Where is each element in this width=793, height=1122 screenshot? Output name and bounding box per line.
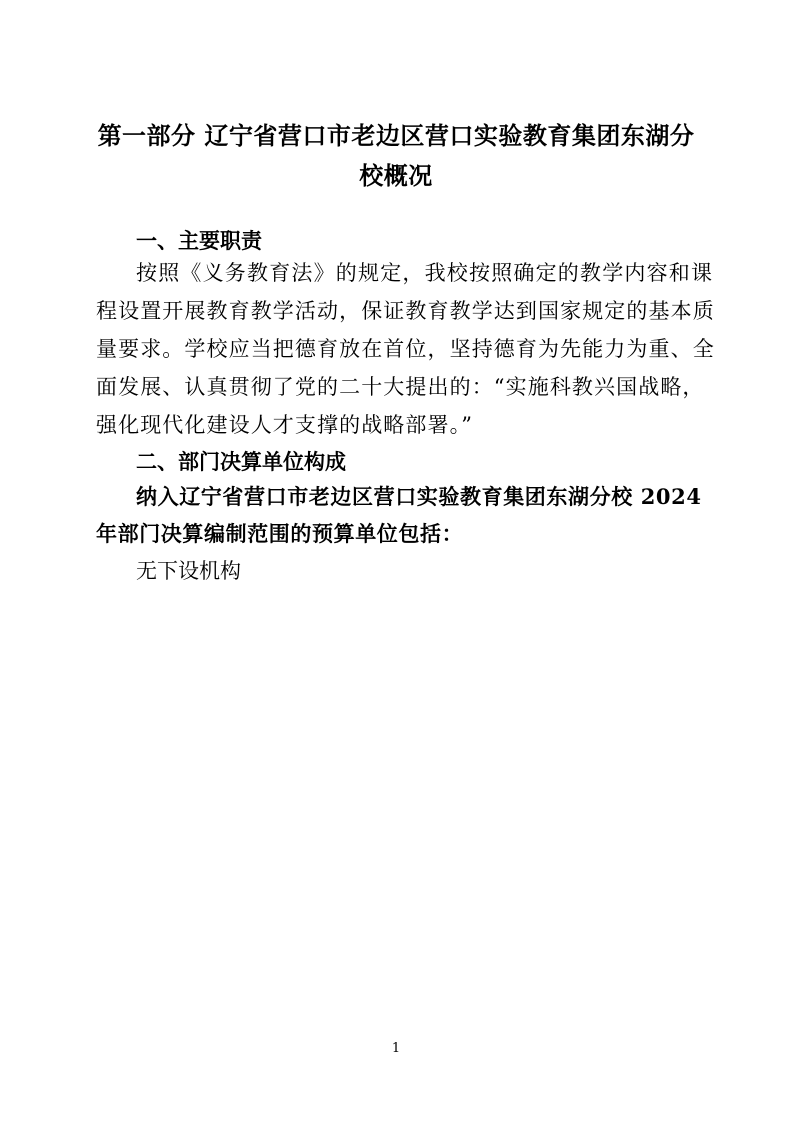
- paragraph-line: 强化现代化建设人才支撑的战略部署。”: [96, 413, 474, 437]
- section-heading-unit-composition: 二、部门决算单位构成: [136, 449, 346, 474]
- page-title: 第一部分 辽宁省营口市老边区营口实验教育集团东湖分校概况: [97, 121, 695, 190]
- paragraph-line: 程设置开展教育教学活动，保证教育教学达到国家规定的基本质: [96, 299, 715, 323]
- paragraph-line: 按照《义务教育法》的规定，我校按照确定的教学内容和课: [136, 261, 714, 285]
- bold-paragraph-line: 纳入辽宁省营口市老边区营口实验教育集团东湖分校 2024: [136, 484, 702, 509]
- section-heading-main-duties: 一、主要职责: [136, 228, 262, 253]
- paragraph-line: 量要求。学校应当把德育放在首位，坚持德育为先能力为重、全: [96, 337, 715, 361]
- bold-paragraph-line: 年部门决算编制范围的预算单位包括：: [96, 521, 464, 546]
- no-subunits-note: 无下设机构: [136, 559, 241, 583]
- page-number: 1: [391, 1041, 401, 1056]
- paragraph-line: 面发展、认真贯彻了党的二十大提出的：“实施科教兴国战略，: [96, 375, 705, 399]
